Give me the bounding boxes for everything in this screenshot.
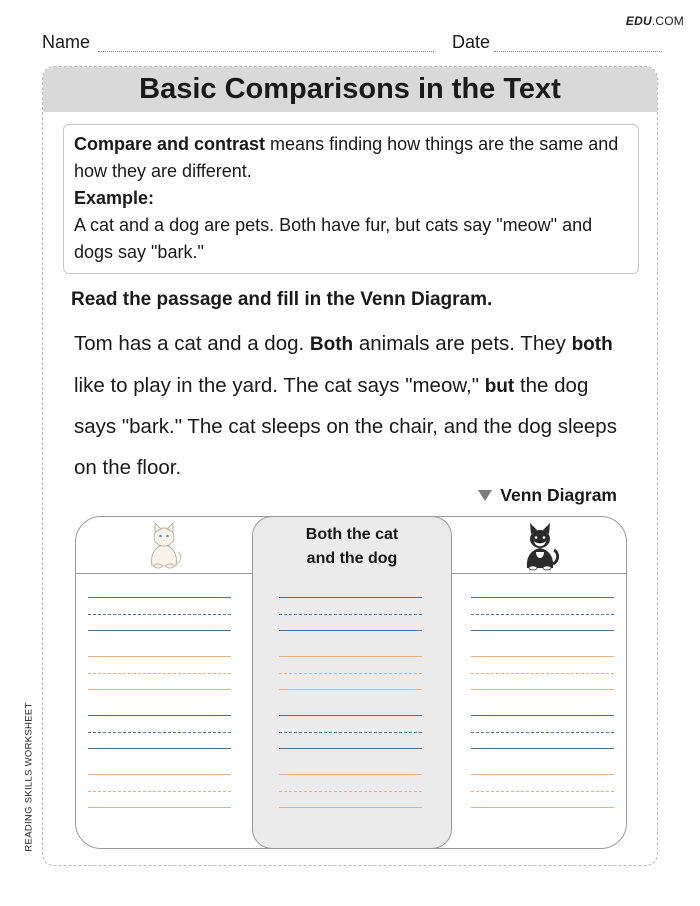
venn-diagram-label: Venn Diagram <box>478 485 617 506</box>
triangle-down-icon <box>478 490 492 501</box>
dog-writing-lines[interactable] <box>471 597 614 833</box>
reading-passage: Tom has a cat and a dog. Both animals are pets. They both like to play in the yard. The cat says "meow," but the dog says "bark." The cat sleeps on the chair, and the dog sleeps on the floor. <box>74 332 617 479</box>
definition-box <box>63 124 639 274</box>
definition-text: means finding how things are the same and how they are different. <box>74 134 619 181</box>
writing-line-group[interactable] <box>471 774 614 833</box>
writing-line-group[interactable] <box>471 597 614 656</box>
writing-line-group[interactable] <box>471 715 614 774</box>
both-writing-lines[interactable] <box>279 597 422 833</box>
example-text: A cat and a dog are pets. Both have fur, but cats say "meow" and dogs say "bark." <box>74 215 593 262</box>
writing-line-group[interactable] <box>279 656 422 715</box>
date-label: Date <box>452 32 491 52</box>
definition-term: Compare and contrast <box>74 134 266 154</box>
center-column-header: Both the cat and the dog <box>305 526 399 567</box>
worksheet-card <box>42 66 658 866</box>
writing-line-group[interactable] <box>88 597 231 656</box>
writing-line-group[interactable] <box>88 656 231 715</box>
cat-icon <box>144 520 184 570</box>
writing-line-group[interactable] <box>88 774 231 833</box>
venn-diagram <box>75 516 627 849</box>
name-date-row <box>42 32 662 54</box>
date-field[interactable] <box>494 51 662 52</box>
writing-line-group[interactable] <box>279 774 422 833</box>
name-label: Name <box>42 32 91 52</box>
name-field[interactable] <box>98 51 434 52</box>
instruction-heading: Read the passage and fill in the Venn Diagram. <box>71 289 493 310</box>
writing-line-group[interactable] <box>88 715 231 774</box>
edu-logo: EDU.COM <box>625 14 684 28</box>
sidebar-label: READING SKILLS WORKSHEET <box>23 702 35 852</box>
writing-line-group[interactable] <box>279 597 422 656</box>
writing-line-group[interactable] <box>279 715 422 774</box>
cat-writing-lines[interactable] <box>88 597 231 833</box>
writing-line-group[interactable] <box>471 656 614 715</box>
dog-icon <box>518 520 562 572</box>
example-label: Example: <box>74 188 155 208</box>
page-title: Basic Comparisons in the Text <box>43 67 657 112</box>
